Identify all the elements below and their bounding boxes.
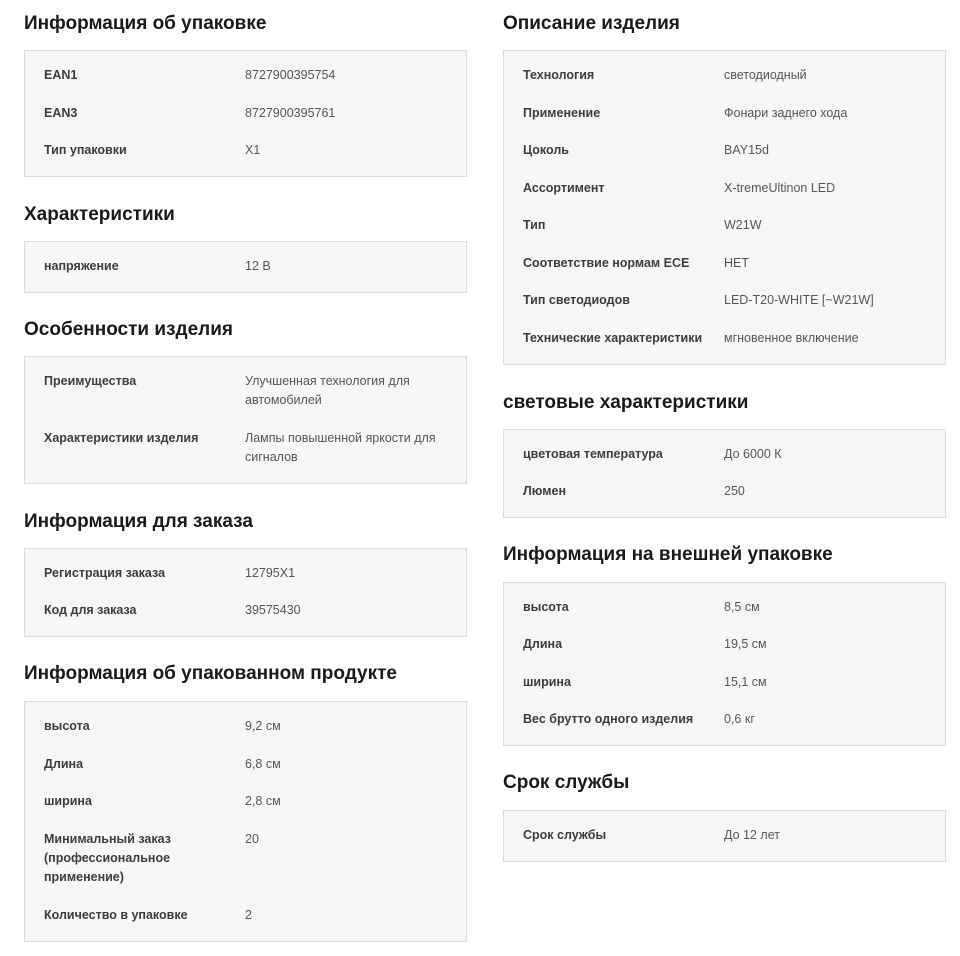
spec-box (503, 50, 946, 365)
section-title: световые характеристики (503, 392, 749, 413)
spec-label: Тип (523, 218, 546, 232)
spec-label: Ассортимент (523, 181, 605, 195)
spec-value: 8,5 см (724, 600, 760, 614)
spec-value: 2,8 см (245, 794, 281, 808)
section-packaging-info (24, 11, 467, 157)
spec-value: До 12 лет (724, 828, 780, 842)
spec-label: Длина (523, 637, 563, 651)
spec-value: 12 В (245, 259, 271, 273)
section-title: Информация на внешней упаковке (503, 544, 833, 565)
spec-value: 250 (724, 484, 745, 498)
spec-value: 20 (245, 832, 259, 846)
spec-box (24, 548, 467, 637)
section-product-features (24, 317, 467, 464)
spec-label: Минимальный заказ (профессиональное применение) (44, 832, 171, 884)
spec-value: 0,6 кг (724, 712, 755, 726)
section-title: Особенности изделия (24, 319, 233, 340)
spec-label: Характеристики изделия (44, 431, 199, 445)
spec-value: светодиодный (724, 68, 807, 82)
spec-label: Соответствие нормам ECE (523, 256, 690, 270)
spec-label: EAN3 (44, 106, 78, 120)
spec-label: Регистрация заказа (44, 566, 166, 580)
spec-label: Код для заказа (44, 603, 137, 617)
spec-label: напряжение (44, 259, 119, 273)
section-characteristics (24, 202, 467, 273)
spec-value: 19,5 см (724, 637, 767, 651)
section-title: Описание изделия (503, 13, 680, 34)
spec-label: Люмен (523, 484, 567, 498)
spec-value: Лампы повышенной яркости для сигналов (245, 431, 436, 464)
spec-label: Цоколь (523, 143, 569, 157)
spec-value: LED-T20-WHITE [~W21W] (724, 293, 874, 307)
section-title: Срок службы (503, 772, 630, 793)
spec-value: 2 (245, 908, 252, 922)
spec-value: 8727900395761 (245, 106, 336, 120)
section-title: Информация для заказа (24, 511, 253, 532)
spec-label: высота (44, 719, 90, 733)
spec-label: Срок службы (523, 828, 607, 842)
section-title: Информация об упаковке (24, 13, 267, 34)
section-service-life (503, 770, 946, 842)
spec-label: Технические характеристики (523, 331, 703, 345)
spec-value: До 6000 К (724, 447, 782, 461)
spec-value: BAY15d (724, 143, 769, 157)
spec-label: ширина (523, 675, 571, 689)
spec-box (503, 810, 946, 862)
spec-box (24, 356, 467, 484)
spec-label: Тип упаковки (44, 143, 127, 157)
spec-label: ширина (44, 794, 92, 808)
spec-box (503, 582, 946, 746)
section-outer-packaging-info (503, 542, 946, 726)
spec-value: 39575430 (245, 603, 301, 617)
spec-value: 6,8 см (245, 757, 281, 771)
section-title: Информация об упакованном продукте (24, 663, 397, 684)
spec-box (24, 701, 467, 942)
spec-label: Тип светодиодов (523, 293, 630, 307)
section-title: Характеристики (24, 204, 175, 225)
spec-value: W21W (724, 218, 762, 232)
section-light-characteristics (503, 390, 946, 498)
section-product-description (503, 11, 946, 345)
spec-value: НЕТ (724, 256, 749, 270)
spec-label: Технология (523, 68, 595, 82)
spec-value: мгновенное включение (724, 331, 859, 345)
spec-label: высота (523, 600, 569, 614)
section-packed-product-info (24, 661, 467, 922)
spec-label: EAN1 (44, 68, 78, 82)
spec-box (24, 241, 467, 293)
spec-value: 15,1 см (724, 675, 767, 689)
spec-label: Длина (44, 757, 84, 771)
spec-label: Преимущества (44, 374, 137, 388)
spec-value: Улучшенная технология для автомобилей (245, 374, 410, 407)
spec-label: цветовая температура (523, 447, 663, 461)
spec-value: Фонари заднего хода (724, 106, 848, 120)
spec-label: Вес брутто одного изделия (523, 712, 694, 726)
spec-label: Количество в упаковке (44, 908, 188, 922)
spec-box (503, 429, 946, 518)
spec-value: 12795X1 (245, 566, 296, 580)
spec-value: X1 (245, 143, 261, 157)
spec-value: 9,2 см (245, 719, 281, 733)
spec-label: Применение (523, 106, 601, 120)
spec-box (24, 50, 467, 177)
spec-value: 8727900395754 (245, 68, 336, 82)
section-order-info (24, 509, 467, 617)
spec-value: X-tremeUltinon LED (724, 181, 836, 195)
